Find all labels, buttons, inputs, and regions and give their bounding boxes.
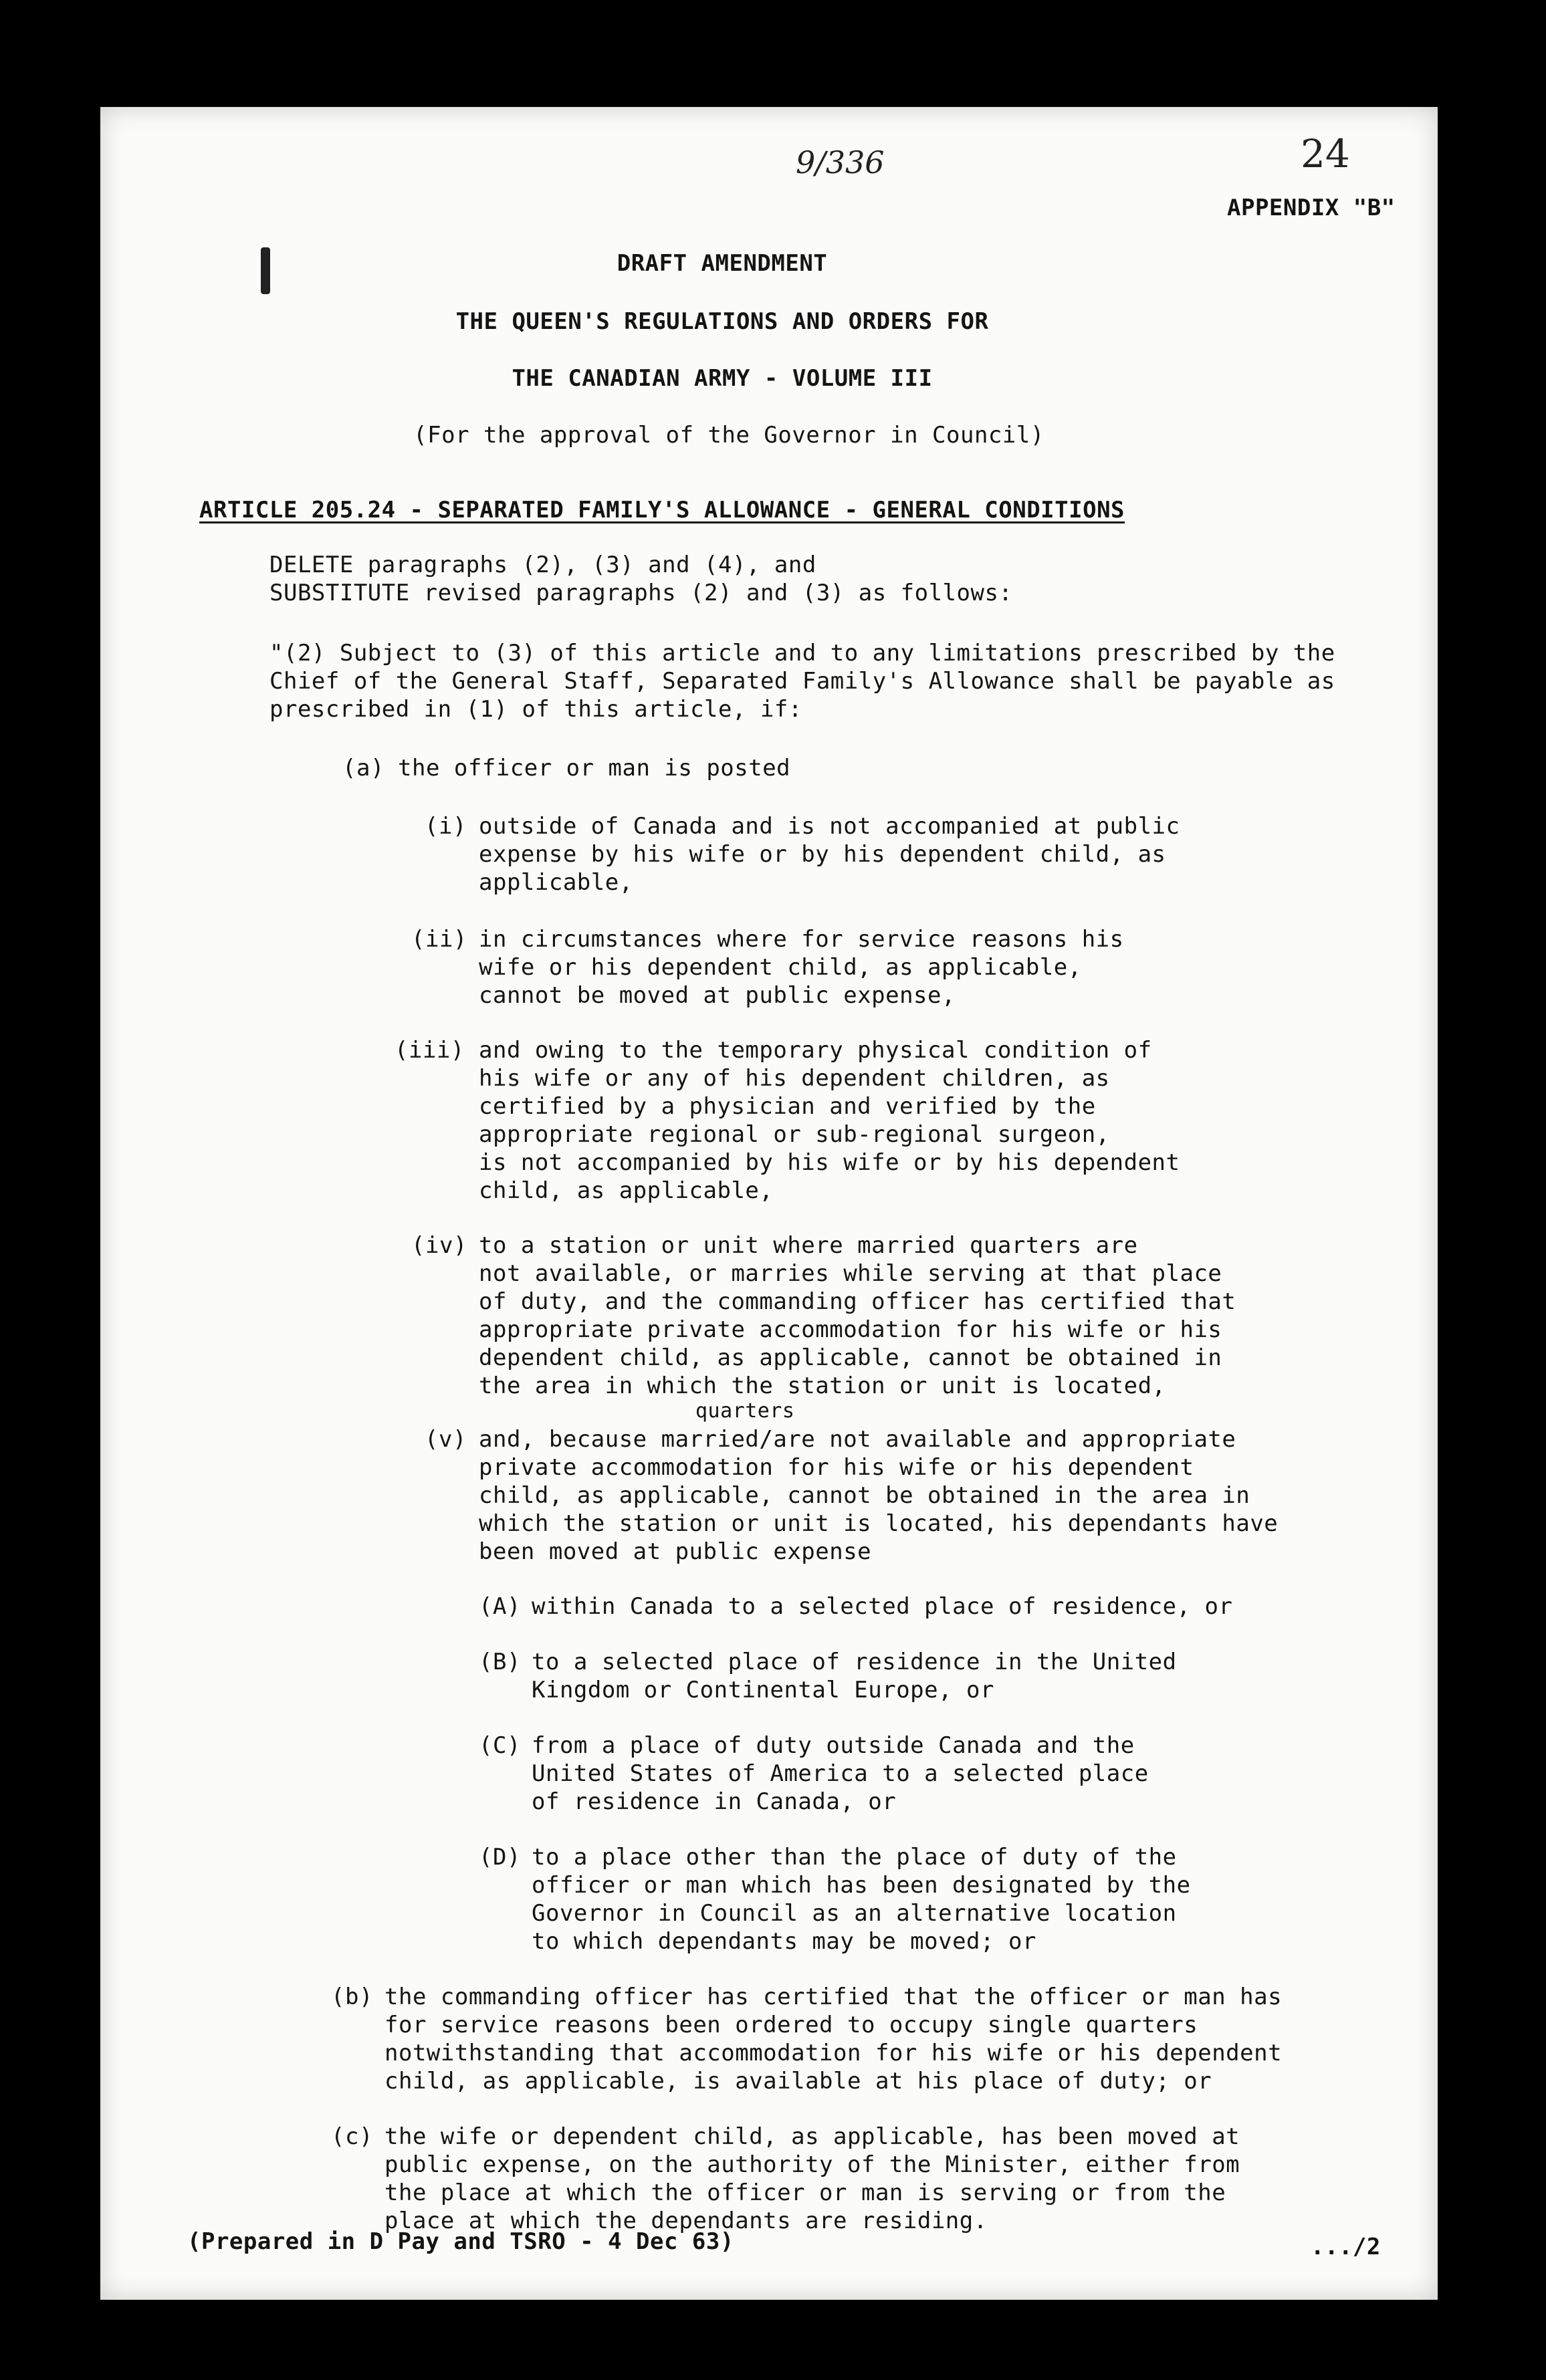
subitem-iv-line: the area in which the station or unit is located,	[479, 1373, 1166, 1399]
item-a-label: (a)	[342, 755, 384, 782]
subitem-iii-label: (iii)	[395, 1037, 465, 1064]
appendix-label: APPENDIX "B"	[1227, 195, 1396, 221]
subsubitem-C-label: (C)	[479, 1732, 521, 1759]
subsubitem-A-line: within Canada to a selected place of residence, or	[532, 1593, 1233, 1620]
subitem-v-label: (v)	[425, 1426, 467, 1453]
subitem-v-line: private accommodation for his wife or his dependent	[479, 1454, 1194, 1481]
item-b-line: the commanding officer has certified that the officer or man has	[384, 1984, 1283, 2010]
subitem-v-line: which the station or unit is located, his dependants have	[479, 1510, 1279, 1537]
para2-line-1: "(2) Subject to (3) of this article and to any limitations prescribed by the	[269, 640, 1335, 667]
subitem-iii-line: and owing to the temporary physical condition of	[479, 1037, 1152, 1064]
title-line-3: THE CANADIAN ARMY - VOLUME III	[512, 365, 933, 392]
subsubitem-C-line: from a place of duty outside Canada and the	[532, 1732, 1135, 1759]
subitem-i-line: expense by his wife or by his dependent child, as	[479, 841, 1166, 868]
subsubitem-D-label: (D)	[479, 1844, 521, 1871]
para2-line-2: Chief of the General Staff, Separated Family's Allowance shall be payable as	[269, 668, 1335, 695]
subitem-i-label: (i)	[425, 813, 467, 840]
subitem-v-insert: quarters	[695, 1399, 795, 1423]
subitem-iii-line: is not accompanied by his wife or by his dependent	[479, 1149, 1180, 1176]
subsubitem-D-line: to a place other than the place of duty of the	[532, 1844, 1177, 1871]
page-number: 24	[1301, 131, 1350, 176]
para2-line-3: prescribed in (1) of this article, if:	[269, 696, 802, 723]
subitem-i-line: applicable,	[479, 869, 633, 896]
item-c-label: (c)	[331, 2123, 373, 2150]
subitem-ii-line: wife or his dependent child, as applicable,	[479, 954, 1082, 981]
subitem-iv-line: dependent child, as applicable, cannot be obtained in	[479, 1344, 1222, 1371]
subsubitem-C-line: United States of America to a selected place	[532, 1760, 1149, 1787]
subitem-iv-line: appropriate private accommodation for his wife or his	[479, 1316, 1222, 1343]
subitem-iv-label: (iv)	[411, 1232, 467, 1259]
subitem-iii-line: child, as applicable,	[479, 1177, 774, 1204]
subitem-ii-line: cannot be moved at public expense,	[479, 982, 956, 1009]
item-c-line: public expense, on the authority of the Minister, either from	[384, 2151, 1240, 2178]
subsubitem-D-line: officer or man which has been designated by the	[532, 1872, 1191, 1899]
item-c-line: place at which the dependants are residing.	[384, 2208, 988, 2234]
subitem-v-line: and, because married/are not available and appropriate	[479, 1426, 1236, 1453]
subitem-v-line: child, as applicable, cannot be obtained in the area in	[479, 1482, 1250, 1509]
title-line-1: DRAFT AMENDMENT	[617, 250, 828, 277]
item-b-line: for service reasons been ordered to occupy single quarters	[384, 2012, 1198, 2038]
item-b-line: notwithstanding that accommodation for his wife or his dependent	[384, 2040, 1283, 2066]
subitem-iv-line: of duty, and the commanding officer has certified that	[479, 1288, 1236, 1315]
item-b-label: (b)	[331, 1984, 373, 2010]
prepared-note: (Prepared in D Pay and TSRO - 4 Dec 63)	[187, 2228, 734, 2255]
title-line-2: THE QUEEN'S REGULATIONS AND ORDERS FOR	[455, 308, 989, 335]
subitem-iii-line: certified by a physician and verified by the	[479, 1093, 1096, 1120]
subitem-iii-line: his wife or any of his dependent children, as	[479, 1065, 1110, 1092]
subsubitem-B-label: (B)	[479, 1649, 521, 1675]
subsubitem-D-line: Governor in Council as an alternative location	[532, 1900, 1177, 1927]
item-a-text: the officer or man is posted	[398, 755, 791, 782]
document-page	[100, 107, 1438, 2300]
subsubitem-B-line: Kingdom or Continental Europe, or	[532, 1677, 995, 1703]
subitem-iv-line: not available, or marries while serving at that place	[479, 1260, 1222, 1287]
subitem-iii-line: appropriate regional or sub-regional surgeon,	[479, 1121, 1110, 1148]
subsubitem-A-label: (A)	[479, 1593, 521, 1620]
delete-instruction: DELETE paragraphs (2), (3) and (4), and	[269, 552, 816, 578]
item-b-line: child, as applicable, is available at his place of duty; or	[384, 2068, 1212, 2095]
subsubitem-B-line: to a selected place of residence in the United	[532, 1649, 1177, 1675]
item-c-line: the wife or dependent child, as applicable, has been moved at	[384, 2123, 1240, 2150]
item-c-line: the place at which the officer or man is serving or from the	[384, 2179, 1226, 2206]
continuation-marker: .../2	[1311, 2234, 1381, 2260]
article-heading: ARTICLE 205.24 - SEPARATED FAMILY'S ALLOWANCE - GENERAL CONDITIONS	[199, 497, 1125, 523]
subitem-ii-label: (ii)	[411, 926, 467, 953]
subitem-v-line: been moved at public expense	[479, 1538, 872, 1565]
handwritten-reference: 9/336	[796, 144, 885, 181]
title-line-4: (For the approval of the Governor in Council)	[413, 422, 1044, 449]
subitem-ii-line: in circumstances where for service reasons his	[479, 926, 1124, 953]
subsubitem-D-line: to which dependants may be moved; or	[532, 1928, 1036, 1955]
subsubitem-C-line: of residence in Canada, or	[532, 1788, 897, 1815]
substitute-instruction: SUBSTITUTE revised paragraphs (2) and (3) as follows:	[269, 580, 1013, 606]
subitem-i-line: outside of Canada and is not accompanied at public	[479, 813, 1180, 840]
subitem-iv-line: to a station or unit where married quarters are	[479, 1232, 1138, 1259]
